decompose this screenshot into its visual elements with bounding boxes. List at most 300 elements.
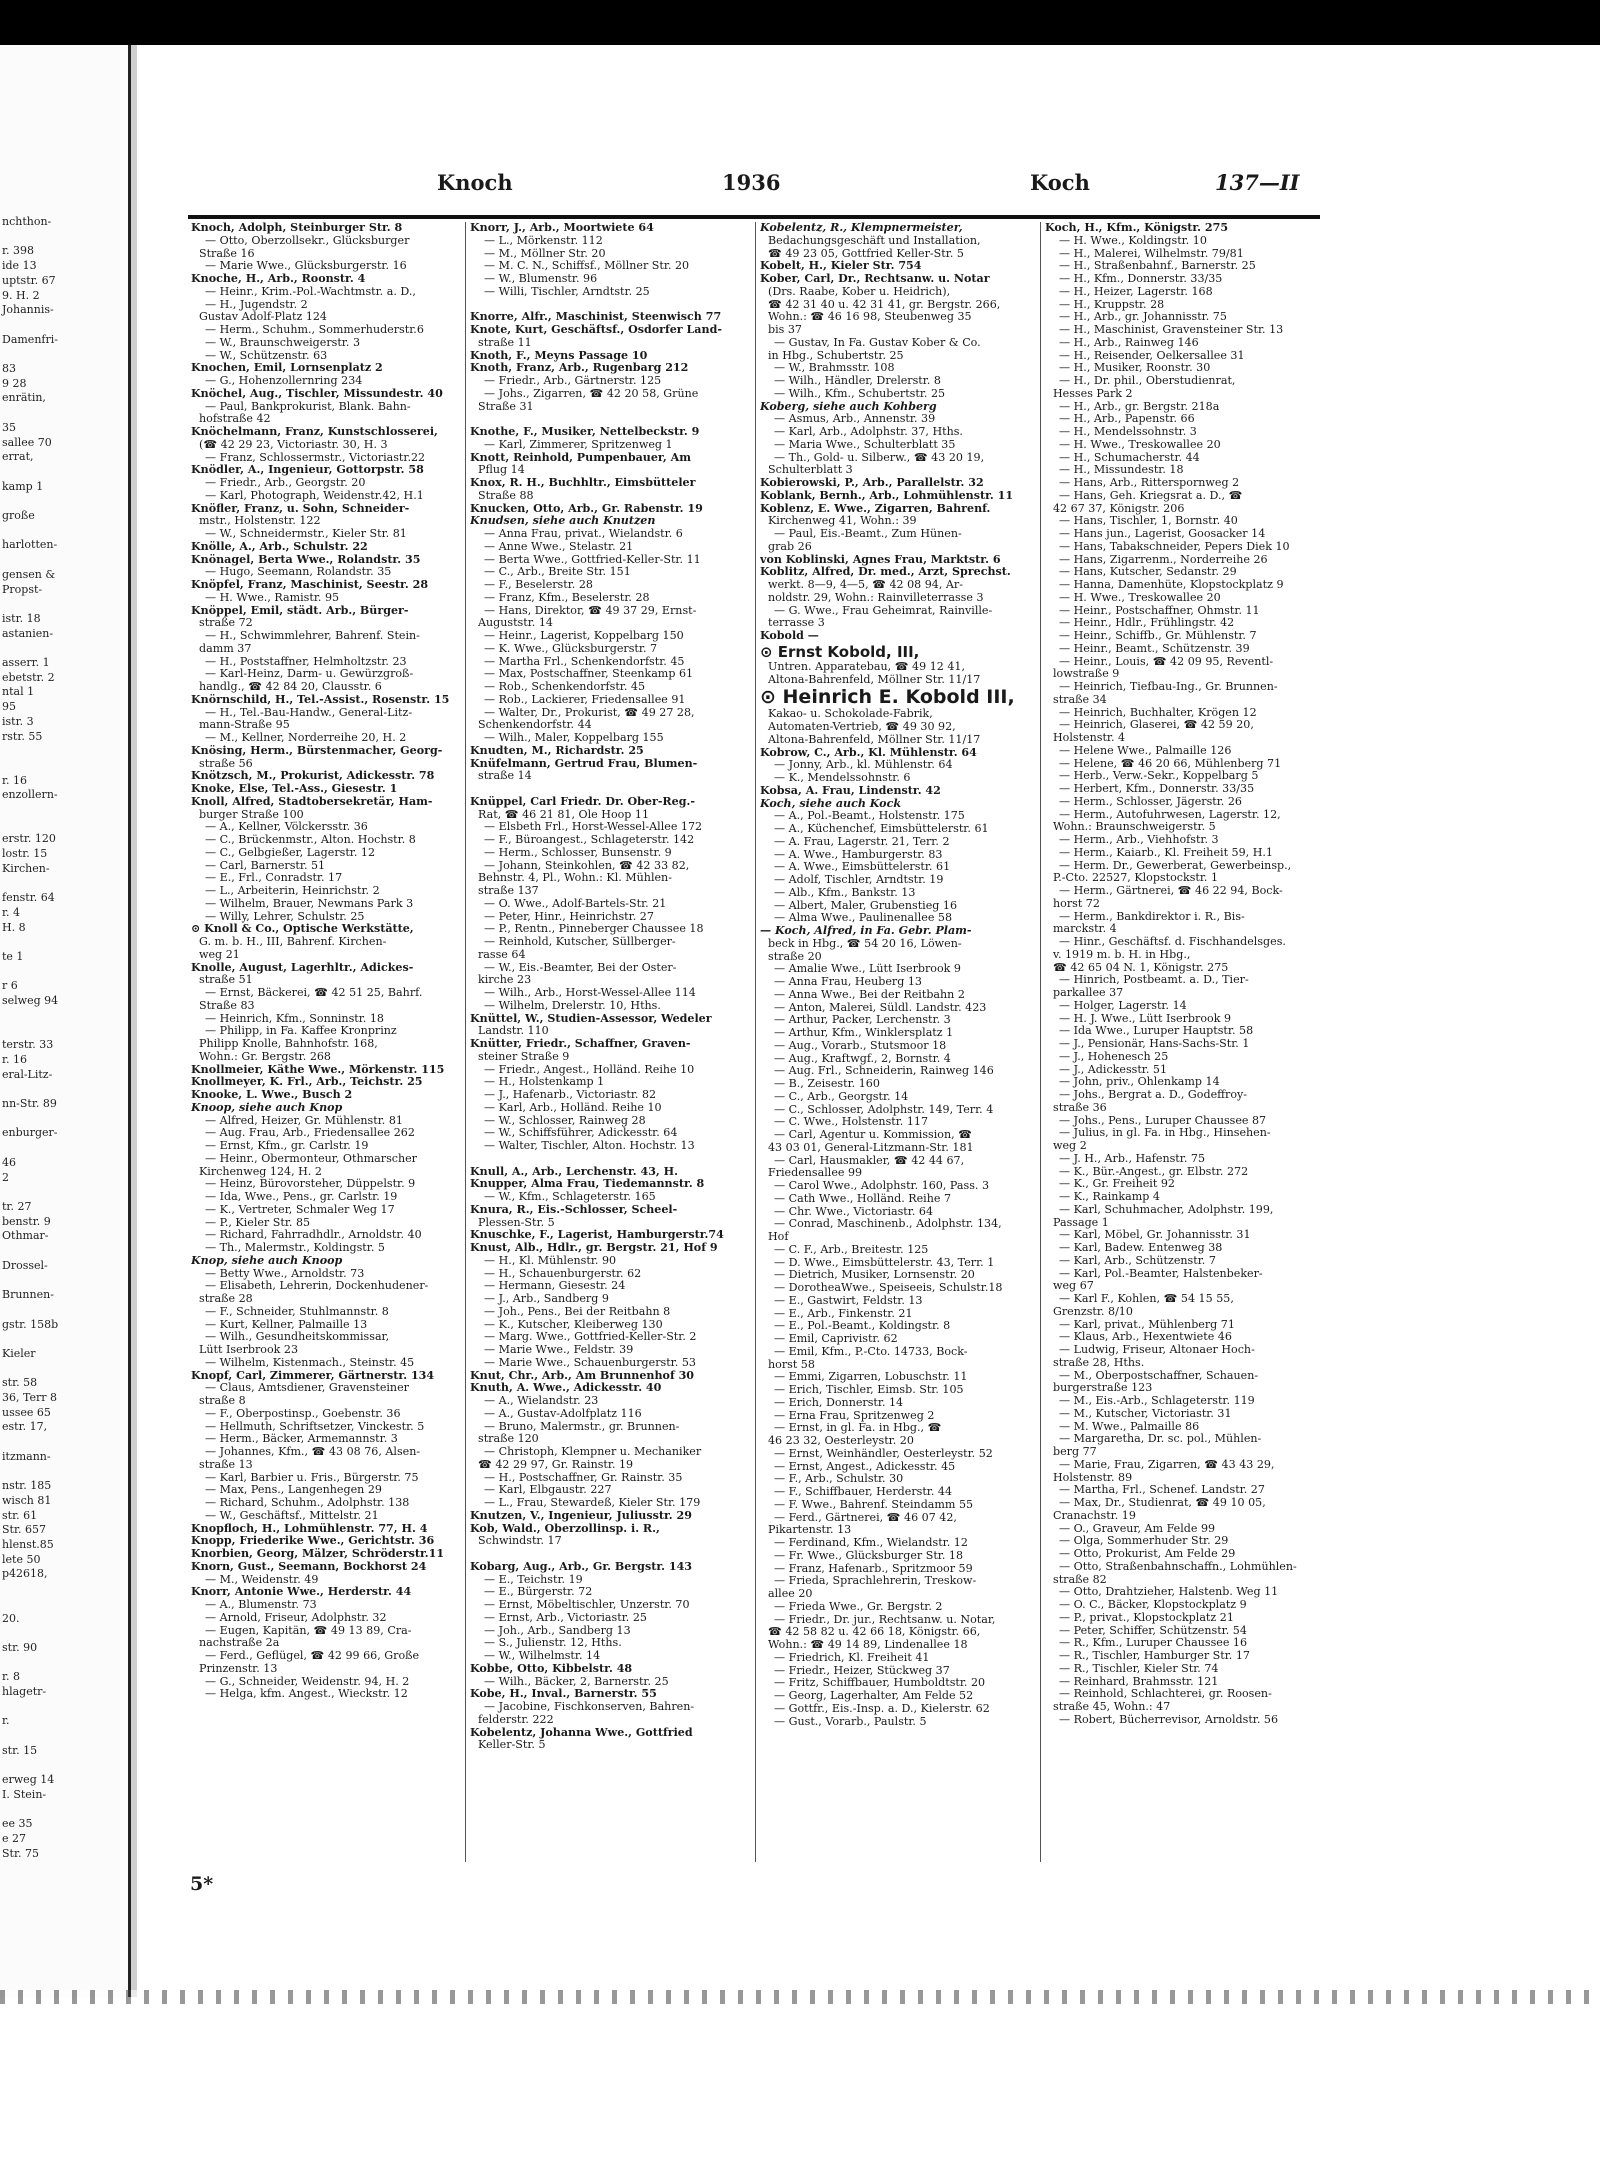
directory-entry-line: — Heinr., Obermonteur, Othmarscher <box>205 1152 417 1165</box>
directory-entry-line: Knoth, F., Meyns Passage 10 <box>470 349 648 362</box>
directory-entry-line: — Hans, Zigarrenm., Norderreihe 26 <box>1059 553 1268 566</box>
directory-entry-line: — B., Zeisestr. 160 <box>774 1078 880 1090</box>
directory-entry-line: — Philipp, in Fa. Kaffee Kronprinz <box>205 1025 397 1038</box>
directory-entry-line: berg 77 <box>1053 1446 1097 1458</box>
directory-entry-line: — Richard, Fahrradhdlr., Arnoldstr. 40 <box>205 1229 422 1242</box>
directory-entry-line: — H. Wwe., Treskowallee 20 <box>1059 591 1221 604</box>
directory-entry-line: — C., Brückenmstr., Alton. Hochstr. 8 <box>205 834 416 846</box>
directory-entry-line: — Gust., Vorarb., Paulstr. 5 <box>774 1715 927 1728</box>
directory-entry-line: — Adolf, Tischler, Arndtstr. 19 <box>774 874 944 886</box>
directory-entry-line: — John, priv., Ohlenkamp 14 <box>1059 1076 1220 1089</box>
directory-entry-line: — H., Arb., Rainweg 146 <box>1059 336 1199 349</box>
directory-entry-line: Kirchenweg 41, Wohn.: 39 <box>768 515 917 528</box>
directory-entry-line: — A., Gustav-Adolfplatz 116 <box>484 1407 642 1420</box>
previous-page-text: r. <box>2 1714 10 1728</box>
directory-entry-line: — Claus, Amtsdiener, Gravensteiner <box>205 1382 409 1395</box>
directory-entry-line: Knölle, A., Arb., Schulstr. 22 <box>191 540 368 553</box>
directory-entry-line: — H., Postschaffner, Gr. Rainstr. 35 <box>484 1471 683 1484</box>
directory-entry-line: — H., Kruppstr. 28 <box>1059 298 1165 311</box>
directory-entry-line: — Emil, Caprivistr. 62 <box>774 1333 898 1345</box>
directory-entry-line: Knorr, J., Arb., Moortwiete 64 <box>470 222 654 234</box>
previous-page-text: Str. 75 <box>2 1846 39 1860</box>
directory-entry-line: Knothe, F., Musiker, Nettelbeckstr. 9 <box>470 426 700 438</box>
directory-entry-line: — H., Arb., gr. Bergstr. 218a <box>1059 400 1220 413</box>
directory-entry-line: — Richard, Schuhm., Adolphstr. 138 <box>205 1497 410 1509</box>
directory-entry-line: — W., Eis.-Beamter, Bei der Oster- <box>484 961 677 974</box>
directory-entry-line: — Ludwig, Friseur, Altonaer Hoch- <box>1059 1344 1255 1356</box>
directory-entry-line: — H., Heizer, Lagerstr. 168 <box>1059 285 1213 298</box>
directory-entry-line: Altona-Bahrenfeld, Möllner Str. 11/17 <box>768 673 981 686</box>
directory-entry-line: — G., Schneider, Weidenstr. 94, H. 2 <box>205 1675 410 1688</box>
directory-entry-line: straße 72 <box>199 617 253 630</box>
directory-entry-line: — Karl, privat., Mühlenberg 71 <box>1059 1318 1235 1331</box>
directory-entry-line: Kobe, H., Inval., Barnerstr. 55 <box>470 1688 657 1701</box>
directory-entry-line: — Karl, Barbier u. Fris., Bürgerstr. 75 <box>205 1471 419 1484</box>
directory-entry-line: — Friedrich, Kl. Freiheit 41 <box>774 1651 930 1664</box>
directory-entry-line <box>470 1548 738 1561</box>
directory-entry-line: ☎ 42 65 04 N. 1, Königstr. 275 <box>1053 961 1229 974</box>
directory-entry-line: — Anton, Malerei, Süldl. Landstr. 423 <box>774 1001 987 1014</box>
directory-entry-line: — Ernst, in gl. Fa. in Hbg., ☎ <box>774 1422 942 1435</box>
directory-entry-line: — O. C., Bäcker, Klopstockplatz 9 <box>1059 1599 1247 1611</box>
previous-page-text: str. 61 <box>2 1508 38 1522</box>
previous-page-text: Johannis- <box>2 303 54 317</box>
directory-entry-line <box>470 783 738 796</box>
directory-entry-line: — M., Kutscher, Victoriastr. 31 <box>1059 1407 1232 1420</box>
directory-entry-line: — W., Schneidermstr., Kieler Str. 81 <box>205 528 407 540</box>
directory-entry-line: — Heinr., Hdlr., Frühlingstr. 42 <box>1059 617 1235 630</box>
directory-entry-line: — Albert, Maler, Grubenstieg 16 <box>774 899 958 912</box>
previous-page-text: selweg 94 <box>2 994 59 1008</box>
directory-entry-line: — Erich, Donnerstr. 14 <box>774 1396 904 1409</box>
previous-page-text: uptstr. 67 <box>2 273 56 287</box>
directory-entry-line: — Friedr., Dr. jur., Rechtsanw. u. Notar, <box>774 1613 996 1626</box>
directory-entry-line: Knoll, Alfred, Stadtobersekretär, Ham- <box>191 795 433 808</box>
directory-entry-line: — Herm., Schlosser, Jägerstr. 26 <box>1059 795 1242 808</box>
directory-entry-line: Bedachungsgeschäft und Installation, <box>768 234 981 247</box>
directory-entry-line: — Herm., Autofuhrwesen, Lagerstr. 12, <box>1059 808 1281 821</box>
directory-entry-line: — A., Kellner, Völckersstr. 36 <box>205 821 368 834</box>
directory-entry-line: Knott, Reinhold, Pumpenbauer, Am <box>470 451 692 464</box>
directory-entry-line: Prinzenstr. 13 <box>199 1662 278 1675</box>
directory-entry-line: — F., Schiffbauer, Herderstr. 44 <box>774 1486 953 1498</box>
directory-entry-line: — Rob., Lackierer, Friedensallee 91 <box>484 693 686 706</box>
previous-page-text: Str. 657 <box>2 1523 46 1537</box>
directory-entry-line: — Johs., Pens., Luruper Chaussee 87 <box>1059 1114 1267 1127</box>
directory-entry-line: — G., Hohenzollernring 234 <box>205 375 363 387</box>
directory-entry-line: — Herm. Dr., Gewerberat, Gewerbeinsp., <box>1059 859 1292 872</box>
directory-entry-line: Straße 16 <box>199 247 255 260</box>
directory-entry-line: — Wilhelm, Brauer, Newmans Park 3 <box>205 897 414 910</box>
directory-entry-line: — Asmus, Arb., Annenstr. 39 <box>774 413 936 426</box>
directory-entry-line: — Herm., Bäcker, Armemannstr. 3 <box>205 1433 398 1446</box>
directory-entry-line: — Maria Wwe., Schulterblatt 35 <box>774 438 956 451</box>
directory-entry-line: — H., Holstenkamp 1 <box>484 1076 605 1089</box>
directory-entry-line: Knut, Chr., Arb., Am Brunnenhof 30 <box>470 1369 695 1382</box>
directory-entry-line: straße 8 <box>199 1395 246 1407</box>
previous-page-text: harlotten- <box>2 538 58 552</box>
directory-entry-line: — H., Kl. Mühlenstr. 90 <box>484 1254 617 1267</box>
directory-entry-line: — H., Kfm., Donnerstr. 33/35 <box>1059 273 1223 285</box>
directory-entry-line: burger Straße 100 <box>199 808 304 821</box>
directory-entry-line: — Ernst, Weinhändler, Oesterleystr. 52 <box>774 1447 993 1460</box>
directory-entry-line: straße 13 <box>199 1458 253 1471</box>
directory-entry-line: — W., Wilhelmstr. 14 <box>484 1650 601 1662</box>
previous-page-text: hlenst.85 <box>2 1538 54 1551</box>
directory-entry-line: — Hans, Kutscher, Sedanstr. 29 <box>1059 566 1237 579</box>
previous-page-text: lete 50 <box>2 1552 41 1566</box>
directory-entry-line <box>470 413 738 426</box>
directory-entry-line: Straße 31 <box>478 400 534 413</box>
directory-entry-line: — Reinhard, Brahmsstr. 121 <box>1059 1675 1219 1688</box>
directory-entry-line: — Karl, Möbel, Gr. Johannisstr. 31 <box>1059 1229 1251 1242</box>
directory-entry-line: — Herm., Schlosser, Bunsenstr. 9 <box>484 846 672 859</box>
directory-entry-line: Rat, ☎ 46 21 81, Ole Hoop 11 <box>478 808 650 821</box>
directory-entry-line: — Karl, Schuhmacher, Adolphstr. 199, <box>1059 1203 1274 1216</box>
directory-entry-line: Kobarg, Aug., Arb., Gr. Bergstr. 143 <box>470 1560 693 1573</box>
directory-column-4 <box>1045 222 1313 1872</box>
directory-entry-line: Knust, Alb., Hdlr., gr. Bergstr. 21, Hof 9 <box>470 1242 718 1254</box>
previous-page-text: 95 <box>2 700 16 714</box>
directory-entry-line: — Heinr., Schiffb., Gr. Mühlenstr. 7 <box>1059 630 1257 642</box>
previous-page-text: ee 35 <box>2 1817 33 1831</box>
directory-entry-line: Knucken, Otto, Arb., Gr. Rabenstr. 19 <box>470 502 703 515</box>
directory-entry-line: — C., Arb., Breite Str. 151 <box>484 566 631 579</box>
directory-entry-line: — Ernst, Kfm., gr. Carlstr. 19 <box>205 1140 369 1152</box>
directory-entry-line: Knorr, Antonie Wwe., Herderstr. 44 <box>191 1586 412 1599</box>
directory-entry-line: — Herm., Bankdirektor i. R., Bis- <box>1059 910 1245 923</box>
previous-page-text: terstr. 33 <box>2 1038 54 1052</box>
previous-page-text: sallee 70 <box>2 435 52 449</box>
directory-entry-line: ☎ 49 23 05, Gottfried Keller-Str. 5 <box>768 247 964 260</box>
directory-entry-line: — Arnold, Friseur, Adolphstr. 32 <box>205 1611 387 1624</box>
directory-entry-line: — H., Tel.-Bau-Handw., General-Litz- <box>205 706 413 719</box>
directory-entry-line: — Friedr., Arb., Gärtnerstr. 125 <box>484 375 662 387</box>
directory-entry-line: — Robert, Bücherrevisor, Arnoldstr. 56 <box>1059 1713 1279 1726</box>
directory-entry-line: — Fr. Wwe., Glücksburger Str. 18 <box>774 1549 964 1562</box>
directory-entry-line: — H., Arb., gr. Johannisstr. 75 <box>1059 311 1227 324</box>
header-year: 1936 <box>722 170 781 195</box>
directory-entry-line: Knöpfel, Franz, Maschinist, Seestr. 28 <box>191 579 429 591</box>
directory-entry-line: — Hans jun., Lagerist, Goosacker 14 <box>1059 528 1266 540</box>
directory-entry-line: — Th., Malermstr., Koldingstr. 5 <box>205 1242 385 1254</box>
directory-entry-line: parkallee 37 <box>1053 987 1124 999</box>
directory-entry-line: — Aug., Vorarb., Stutsmoor 18 <box>774 1039 947 1052</box>
directory-entry-line: — Alb., Kfm., Bankstr. 13 <box>774 886 916 899</box>
directory-entry-line: — Ernst, Arb., Victoriastr. 25 <box>484 1611 647 1624</box>
directory-entry-line: — Christoph, Klempner u. Mechaniker <box>484 1446 702 1458</box>
directory-entry-line: — Heinr., Beamt., Schützenstr. 39 <box>1059 642 1250 655</box>
header-last-entry: Koch <box>1030 170 1090 195</box>
directory-entry-line: — Max, Dr., Studienrat, ☎ 49 10 05, <box>1059 1497 1266 1509</box>
previous-page-text: tr. 27 <box>2 1199 32 1213</box>
directory-entry-line: damm 37 <box>199 642 252 655</box>
directory-entry-line: — Elsbeth Frl., Horst-Wessel-Allee 172 <box>484 821 703 834</box>
directory-entry-line: — Friedr., Heizer, Stückweg 37 <box>774 1664 950 1677</box>
previous-page-text: enrätin, <box>2 391 46 405</box>
directory-entry-line: — J., Arb., Sandberg 9 <box>484 1293 609 1305</box>
directory-entry-line: — Hinr., Geschäftsf. d. Fischhandelsges. <box>1059 936 1286 948</box>
directory-entry-line: Kirchenweg 124, H. 2 <box>199 1165 322 1178</box>
directory-entry-line: — Betty Wwe., Arnoldstr. 73 <box>205 1267 365 1280</box>
directory-entry-line: — H., Malerei, Wilhelmstr. 79/81 <box>1059 247 1244 260</box>
directory-entry-line: — H. J. Wwe., Lütt Iserbrook 9 <box>1059 1012 1231 1025</box>
header-first-entry: Knoch <box>437 170 513 195</box>
directory-entry-line: Kobrow, C., Arb., Kl. Mühlenstr. 64 <box>760 746 977 759</box>
directory-entry-line: — Frieda, Sprachlehrerin, Treskow- <box>774 1575 977 1588</box>
signature-mark: 5* <box>190 1873 214 1895</box>
previous-page-text: lostr. 15 <box>2 847 48 861</box>
directory-entry-line: — H. Wwe., Treskowallee 20 <box>1059 438 1221 451</box>
previous-page-text: 9 28 <box>2 376 27 390</box>
directory-entry-line: — Friedr., Arb., Georgstr. 20 <box>205 477 366 489</box>
directory-entry-line: — O. Wwe., Adolf-Bartels-Str. 21 <box>484 897 667 910</box>
previous-page-text: nchthon- <box>2 215 52 228</box>
directory-entry-line: — Max, Pens., Langenhegen 29 <box>205 1484 382 1497</box>
directory-entry-line: — Elisabeth, Lehrerin, Dockenhudener- <box>205 1280 429 1293</box>
directory-entry-line: — Reinhold, Schlachterei, gr. Roosen- <box>1059 1688 1272 1701</box>
directory-entry-line: — H., Schumacherstr. 44 <box>1059 451 1200 464</box>
directory-entry-line: Knoche, H., Arb., Roonstr. 4 <box>191 273 366 285</box>
directory-entry-line: — Hugo, Seemann, Rolandstr. 35 <box>205 566 392 579</box>
directory-entry-line: Knura, R., Eis.-Schlosser, Scheel- <box>470 1203 678 1216</box>
directory-entry-line: 46 23 32, Oesterleystr. 20 <box>768 1435 914 1447</box>
directory-entry-line: — M., Eis.-Arb., Schlageterstr. 119 <box>1059 1395 1255 1407</box>
directory-entry-line: — F., Schneider, Stuhlmannstr. 8 <box>205 1305 389 1318</box>
directory-entry-line: Koblank, Bernh., Arb., Lohmühlenstr. 11 <box>760 489 1014 502</box>
previous-page-text: wisch 81 <box>2 1493 52 1507</box>
directory-entry-line: lowstraße 9 <box>1053 668 1120 681</box>
directory-entry-line: straße 14 <box>478 770 532 783</box>
previous-page-text: itzmann- <box>2 1449 51 1463</box>
directory-entry-line: — H., Jugendstr. 2 <box>205 298 308 311</box>
directory-entry-line: — Anne Wwe., Stelastr. 21 <box>484 540 634 553</box>
directory-entry-line: v. 1919 m. b. H. in Hbg., <box>1053 948 1191 961</box>
directory-entry-line: — Helene Wwe., Palmaille 126 <box>1059 744 1232 757</box>
directory-entry-line: Knütter, Friedr., Schaffner, Graven- <box>470 1038 691 1050</box>
previous-page-text: 46 <box>2 1155 16 1169</box>
directory-entry-line: — Conrad, Maschinenb., Adolphstr. 134, <box>774 1218 1002 1231</box>
directory-entry-line: — Georg, Lagerhalter, Am Felde 52 <box>774 1690 974 1702</box>
directory-entry-line: Gustav Adolf-Platz 124 <box>199 311 327 324</box>
directory-entry-line: — Heinr., Postschaffner, Ohmstr. 11 <box>1059 604 1260 617</box>
scan-top-border <box>0 0 1600 45</box>
directory-entry-line: — Karl, Zimmerer, Spritzenweg 1 <box>484 438 673 451</box>
directory-entry-line: Passage 1 <box>1053 1216 1109 1229</box>
directory-entry-line: Schenkendorfstr. 44 <box>478 719 592 732</box>
directory-entry-line: — Reinhold, Kutscher, Süllberger- <box>484 936 676 948</box>
directory-entry-line: — C. Wwe., Holstenstr. 117 <box>774 1116 929 1129</box>
directory-entry-line: Koblitz, Alfred, Dr. med., Arzt, Sprechst. <box>760 566 1011 579</box>
directory-entry-line: — P., Kieler Str. 85 <box>205 1216 311 1229</box>
directory-entry-line: weg 67 <box>1053 1280 1094 1293</box>
previous-page-text: enzollern- <box>2 788 58 802</box>
directory-entry-line: — Joh., Arb., Sandberg 13 <box>484 1624 631 1637</box>
directory-entry-line: — F., Oberpostinsp., Goebenstr. 36 <box>205 1407 401 1420</box>
directory-entry-line: hofstraße 42 <box>199 413 271 426</box>
directory-entry-line: — Herbert, Kfm., Donnerstr. 33/35 <box>1059 783 1255 795</box>
directory-entry-line: — W., Blumenstr. 96 <box>484 273 598 285</box>
directory-entry-line: — Erich, Tischler, Eimsb. Str. 105 <box>774 1384 964 1396</box>
directory-entry-line: straße 51 <box>199 974 253 987</box>
directory-entry-line: Landstr. 110 <box>478 1025 549 1038</box>
directory-entry-line: — R., Kfm., Luruper Chaussee 16 <box>1059 1637 1248 1650</box>
directory-entry-line: — E., Bürgerstr. 72 <box>484 1586 593 1599</box>
directory-entry-line: — R., Tischler, Hamburger Str. 17 <box>1059 1650 1250 1662</box>
directory-entry-line: grab 26 <box>768 540 812 553</box>
previous-page-text: kamp 1 <box>2 479 44 493</box>
directory-entry-line: — Anna Frau, Heuberg 13 <box>774 976 922 988</box>
directory-entry-line: Knötzsch, M., Prokurist, Adickesstr. 78 <box>191 770 435 783</box>
directory-entry-line: — Hans, Direktor, ☎ 49 37 29, Ernst- <box>484 604 697 617</box>
directory-entry-line: — Th., Gold- u. Silberw., ☎ 43 20 19, <box>774 451 985 464</box>
directory-entry-line: — Bruno, Malermstr., gr. Brunnen- <box>484 1420 680 1433</box>
previous-page-text: str. 90 <box>2 1640 38 1654</box>
directory-entry-line: werkt. 8—9, 4—5, ☎ 42 08 94, Ar- <box>768 579 963 591</box>
directory-entry-line: — Hermann, Giesestr. 24 <box>484 1280 626 1293</box>
directory-entry-line: ⊙ Ernst Kobold, III, <box>760 642 920 661</box>
directory-entry-line: — Hanna, Damenhüte, Klopstockplatz 9 <box>1059 579 1284 591</box>
previous-page-text: 20. <box>2 1611 20 1625</box>
directory-entry-line: — H., Arb., Papenstr. 66 <box>1059 413 1195 426</box>
directory-entry-line: — Heinrich, Tiefbau-Ing., Gr. Brunnen- <box>1059 681 1278 693</box>
directory-entry-line: mann-Straße 95 <box>199 719 290 732</box>
directory-entry-line: — M., Kellner, Norderreihe 20, H. 2 <box>205 732 407 744</box>
directory-entry-line: — Kurt, Kellner, Palmaille 13 <box>205 1318 368 1331</box>
directory-entry-line: — Karl, Photograph, Weidenstr.42, H.1 <box>205 489 424 502</box>
directory-entry-line: Schulterblatt 3 <box>768 464 853 477</box>
directory-entry-line: — Cath Wwe., Holländ. Reihe 7 <box>774 1192 952 1205</box>
directory-entry-line: Hof <box>768 1231 789 1243</box>
directory-entry-line: Pikartenstr. 13 <box>768 1524 852 1537</box>
directory-entry-line: — H., Straßenbahnf., Barnerstr. 25 <box>1059 260 1256 273</box>
directory-entry-line: Schwindstr. 17 <box>478 1535 562 1548</box>
directory-entry-line: — Marg. Wwe., Gottfried-Keller-Str. 2 <box>484 1331 697 1344</box>
directory-entry-line: — Carl, Agentur u. Kommission, ☎ <box>774 1129 972 1141</box>
directory-entry-line: — Johannes, Kfm., ☎ 43 08 76, Alsen- <box>205 1446 421 1458</box>
directory-entry-line: — Frieda Wwe., Gr. Bergstr. 2 <box>774 1600 943 1613</box>
directory-entry-line: 43 03 01, General-Litzmann-Str. 181 <box>768 1141 974 1154</box>
directory-entry-line: horst 58 <box>768 1358 815 1371</box>
directory-entry-line: — Amalie Wwe., Lütt Iserbrook 9 <box>774 963 961 976</box>
directory-entry-line: — Johs., Zigarren, ☎ 42 20 58, Grüne <box>484 387 699 400</box>
directory-entry-line: — M., Weidenstr. 49 <box>205 1573 319 1586</box>
previous-page-text: Propst- <box>2 582 43 596</box>
directory-entry-line: — J., Hohenesch 25 <box>1059 1050 1169 1063</box>
directory-entry-line: — H., Missundestr. 18 <box>1059 464 1184 477</box>
previous-page-text: errat, <box>2 450 34 464</box>
directory-entry-line: straße 34 <box>1053 693 1107 706</box>
directory-entry-line: Knorre, Alfr., Maschinist, Steenwisch 77 <box>470 311 722 324</box>
directory-entry-line: P.-Cto. 22527, Klopstockstr. 1 <box>1053 872 1219 885</box>
previous-page-text: gensen & <box>2 567 56 581</box>
previous-page-text: asserr. 1 <box>2 656 50 669</box>
directory-entry-line: Knudten, M., Richardstr. 25 <box>470 744 644 757</box>
directory-entry-line: — K., Bür.-Angest., gr. Elbstr. 272 <box>1059 1165 1249 1178</box>
directory-entry-line: Kobelentz, R., Klempnermeister, <box>760 222 963 234</box>
directory-entry-line: — A., Pol.-Beamt., Holstenstr. 175 <box>774 810 965 823</box>
directory-entry-line: — M. C. N., Schiffsf., Möllner Str. 20 <box>484 260 690 273</box>
directory-entry-line: — Gustav, In Fa. Gustav Kober & Co. <box>774 336 981 349</box>
directory-entry-line: — Holger, Lagerstr. 14 <box>1059 999 1187 1012</box>
directory-entry-line: Auguststr. 14 <box>478 617 553 630</box>
previous-page-text: str. 15 <box>2 1743 38 1757</box>
previous-page-text: erweg 14 <box>2 1773 55 1787</box>
directory-entry-line: — Herm., Kaiarb., Kl. Freiheit 59, H.1 <box>1059 846 1273 859</box>
directory-entry-line: — Carl, Barnerstr. 51 <box>205 859 326 872</box>
directory-entry-line: — J., Pensionär, Hans-Sachs-Str. 1 <box>1059 1038 1250 1050</box>
directory-entry-line: Knödler, A., Ingenieur, Gottorpstr. 58 <box>191 464 424 477</box>
directory-entry-line: — Ida, Wwe., Pens., gr. Carlstr. 19 <box>205 1191 398 1203</box>
directory-entry-line: — Hans, Geh. Kriegsrat a. D., ☎ <box>1059 489 1243 502</box>
directory-entry-line: — C. F., Arb., Breitestr. 125 <box>774 1243 929 1256</box>
previous-page-text: H. 8 <box>2 920 26 934</box>
directory-entry-line: Knöchel, Aug., Tischler, Missundestr. 40 <box>191 387 443 400</box>
directory-entry-line: Knöppel, Emil, städt. Arb., Bürger- <box>191 604 409 617</box>
directory-entry-line: handlg., ☎ 42 84 20, Clausstr. 6 <box>199 681 382 693</box>
directory-entry-line: — Herm., Arb., Viehhofstr. 3 <box>1059 834 1219 846</box>
directory-entry-line: — Karl F., Kohlen, ☎ 54 15 55, <box>1059 1293 1234 1305</box>
directory-entry-line: — E., Pol.-Beamt., Koldingstr. 8 <box>774 1320 951 1333</box>
directory-entry-line <box>470 1153 738 1166</box>
directory-entry-line: — Heinr., Louis, ☎ 42 09 95, Reventl- <box>1059 655 1274 668</box>
directory-entry-line: — Heinrich, Glaserei, ☎ 42 59 20, <box>1059 719 1254 732</box>
directory-entry-line: Kobierowski, P., Arb., Parallelstr. 32 <box>760 477 984 489</box>
directory-entry-line: — Paul, Bankprokurist, Blank. Bahn- <box>205 400 411 413</box>
directory-entry-line: — G. Wwe., Frau Geheimrat, Rainville- <box>774 604 993 617</box>
directory-entry-line: Wohn.: ☎ 46 16 98, Steubenweg 35 <box>768 311 972 324</box>
directory-entry-line: — Heinrich, Kfm., Sonninstr. 18 <box>205 1012 384 1025</box>
directory-entry-line: — A., Blumenstr. 73 <box>205 1599 317 1611</box>
directory-entry-line: — Heinrich, Buchhalter, Krögen 12 <box>1059 706 1257 719</box>
directory-entry-line: Kakao- u. Schokolade-Fabrik, <box>768 708 933 721</box>
directory-entry-line: — Karl-Heinz, Darm- u. Gewürzgroß- <box>205 668 414 681</box>
directory-entry-line: Knull, A., Arb., Lerchenstr. 43, H. <box>470 1165 678 1178</box>
directory-entry-line: — Otto, Prokurist, Am Felde 29 <box>1059 1548 1236 1560</box>
directory-entry-line: — E., Arb., Finkenstr. 21 <box>774 1307 913 1320</box>
directory-entry-line: — Klaus, Arb., Hexentwiete 46 <box>1059 1331 1232 1344</box>
header-rule <box>188 215 1320 219</box>
directory-entry-line: — Herb., Verw.-Sekr., Koppelbarg 5 <box>1059 770 1259 783</box>
directory-entry-line: — W., Braunschweigerstr. 3 <box>205 336 360 349</box>
directory-entry-line: 42 67 37, Königstr. 206 <box>1053 502 1185 515</box>
directory-entry-line: — H., Maschinist, Gravensteiner Str. 13 <box>1059 324 1284 336</box>
directory-entry-line: — Johs., Bergrat a. D., Godeffroy- <box>1059 1089 1248 1101</box>
directory-entry-line: — Anna Frau, privat., Wielandstr. 6 <box>484 528 683 540</box>
directory-entry-line: Knoth, Franz, Arb., Rugenbarg 212 <box>470 362 689 375</box>
directory-entry-line: — Aug. Frl., Schneiderin, Rainweg 146 <box>774 1065 994 1078</box>
directory-entry-line: weg 21 <box>199 948 240 961</box>
directory-entry-line: — H. Wwe., Koldingstr. 10 <box>1059 234 1207 247</box>
directory-entry-line: — Karl, Arb., Schützenstr. 7 <box>1059 1254 1216 1267</box>
directory-entry-line: — A. Frau, Lagerstr. 21, Terr. 2 <box>774 835 950 848</box>
directory-entry-line: — Jonny, Arb., kl. Mühlenstr. 64 <box>774 759 953 772</box>
directory-column-2 <box>470 222 738 1872</box>
previous-page-text: hlagetr- <box>2 1685 47 1698</box>
directory-entry-line: — C., Schlosser, Adolphstr. 149, Terr. 4 <box>774 1103 994 1116</box>
previous-page-text: ussee 65 <box>2 1405 51 1419</box>
directory-entry-line: — Wilh., Händler, Drelerstr. 8 <box>774 375 941 387</box>
directory-entry-line: Wohn.: ☎ 49 14 89, Lindenallee 18 <box>768 1639 968 1651</box>
directory-entry-line: Holstenstr. 4 <box>1053 732 1126 744</box>
directory-entry-line: — Karl, Elbgaustr. 227 <box>484 1484 612 1497</box>
directory-entry-line: — Willy, Lehrer, Schulstr. 25 <box>205 910 365 923</box>
directory-entry-line: Knolle, August, Lagerhltr., Adickes- <box>191 961 414 974</box>
directory-entry-line: — S., Julienstr. 12, Hths. <box>484 1637 622 1650</box>
directory-entry-line: Kobelt, H., Kieler Str. 754 <box>760 260 922 273</box>
previous-page-text: te 1 <box>2 950 24 963</box>
directory-entry-line: — Heinr., Krim.-Pol.-Wachtmstr. a. D., <box>205 285 416 298</box>
